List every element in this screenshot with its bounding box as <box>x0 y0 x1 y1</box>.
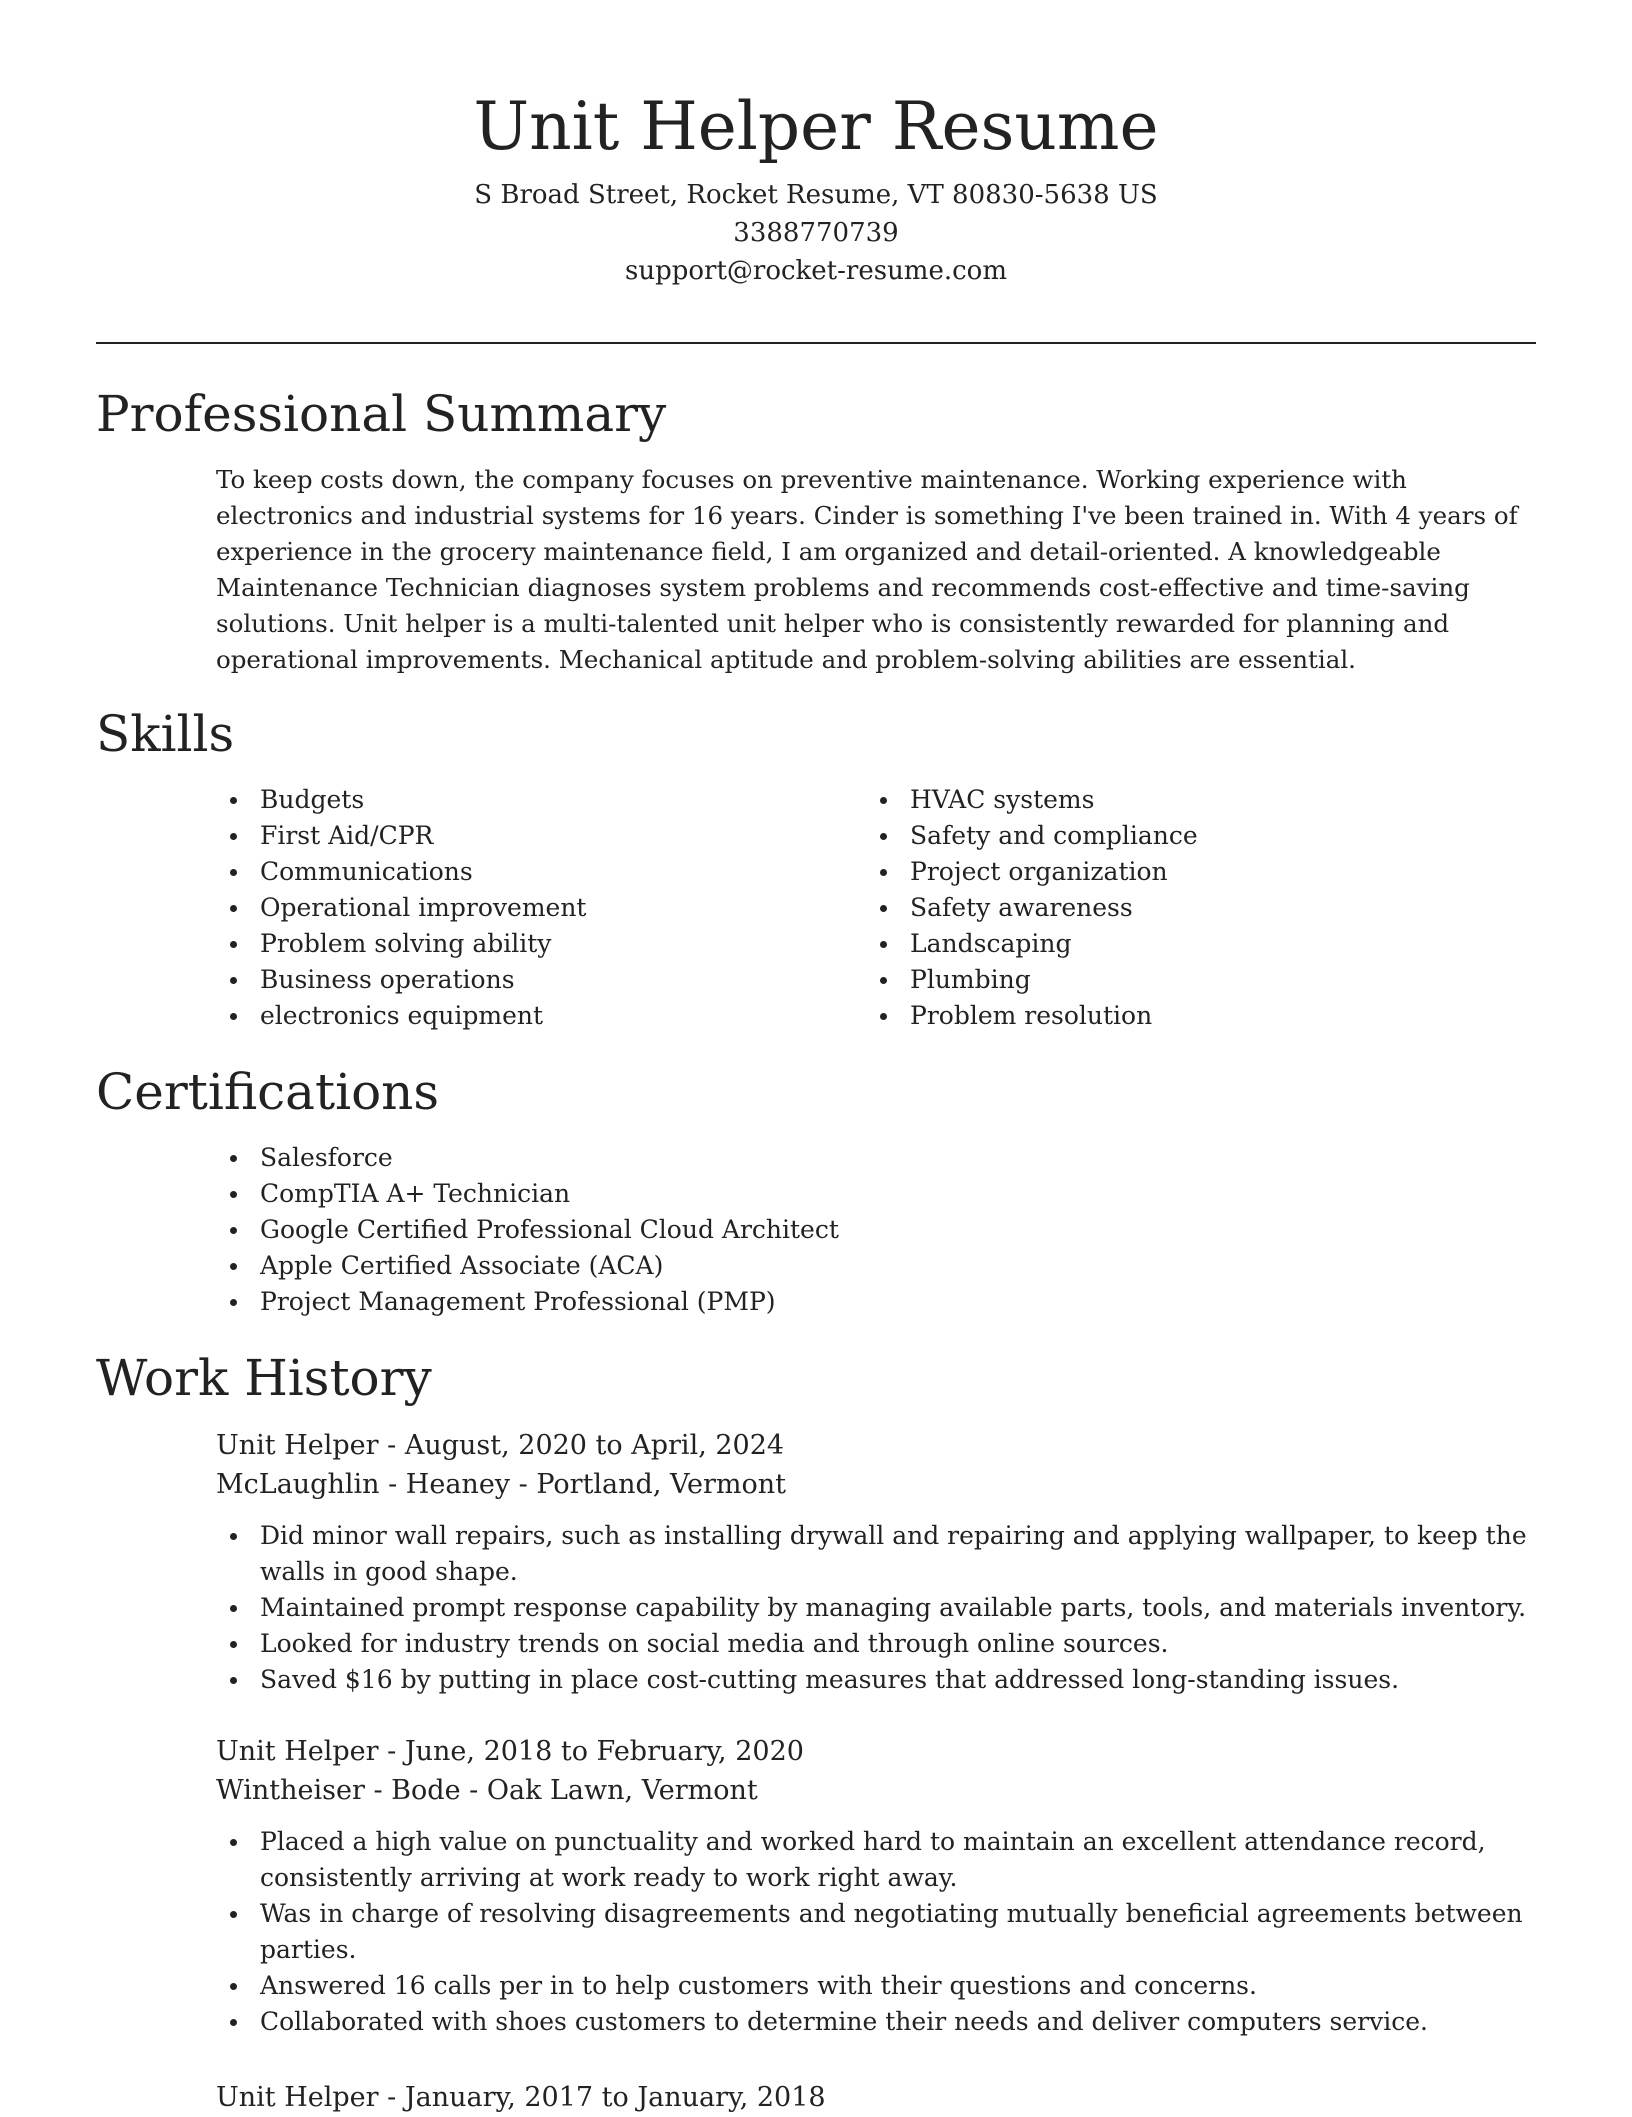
skill-item: First Aid/CPR <box>216 818 836 854</box>
skill-item: Problem resolution <box>866 998 1506 1034</box>
contact-phone: 3388770739 <box>733 218 899 248</box>
summary-heading: Professional Summary <box>96 385 667 443</box>
skill-item: electronics equipment <box>216 998 836 1034</box>
skill-item: Budgets <box>216 782 836 818</box>
skills-list-left <box>216 782 836 1034</box>
certifications-heading: Certifications <box>96 1063 440 1121</box>
certification-item: CompTIA A+ Technician <box>216 1176 1516 1212</box>
job-entry <box>216 2078 1536 2117</box>
contact-email: support@rocket-resume.com <box>624 256 1007 286</box>
job-company-location: McLaughlin - Heaney - Portland, Vermont <box>216 1469 786 1500</box>
job-role-dates: Unit Helper - August, 2020 to April, 2024 <box>216 1430 785 1461</box>
skill-item: Communications <box>216 854 836 890</box>
certification-item: Apple Certified Associate (ACA) <box>216 1248 1516 1284</box>
work-history-heading: Work History <box>96 1349 432 1407</box>
job-bullet: Did minor wall repairs, such as installing drywall and repairing and applying wallpaper, to keep the walls in good shape. <box>216 1518 1536 1590</box>
certification-item: Google Certified Professional Cloud Architect <box>216 1212 1516 1248</box>
job-company-location: Wintheiser - Bode - Oak Lawn, Vermont <box>216 1775 758 1806</box>
job-bullets <box>216 1518 1536 1698</box>
skill-item: HVAC systems <box>866 782 1506 818</box>
skills-heading: Skills <box>96 705 235 763</box>
job-bullet: Looked for industry trends on social media and through online sources. <box>216 1626 1536 1662</box>
skill-item: Landscaping <box>866 926 1506 962</box>
job-bullet: Collaborated with shoes customers to determine their needs and deliver computers service. <box>216 2004 1536 2040</box>
skill-item: Problem solving ability <box>216 926 836 962</box>
certification-item: Project Management Professional (PMP) <box>216 1284 1516 1320</box>
skill-item: Business operations <box>216 962 836 998</box>
resume-name: Unit Helper Resume <box>473 88 1159 165</box>
certification-item: Salesforce <box>216 1140 1516 1176</box>
job-role-dates: Unit Helper - June, 2018 to February, 2020 <box>216 1736 804 1767</box>
summary-text: To keep costs down, the company focuses on preventive maintenance. Working experience with electronics and industrial systems for 16 years. Cinder is something I've been trained in. With 4 years of experience in the grocery maintenance field, I am organized and detail-oriented. A knowledgeable Maintenance Technician diagnoses system problems and recommends cost-effective and time-saving solutions. Unit helper is a multi-talented unit helper who is consistently rewarded for planning and operational improvements. Mechanical aptitude and problem-solving abilities are essential. <box>216 465 1518 674</box>
header-divider <box>96 342 1536 344</box>
skill-item: Operational improvement <box>216 890 836 926</box>
contact-address: S Broad Street, Rocket Resume, VT 80830-5638 US <box>474 180 1158 210</box>
job-bullet: Answered 16 calls per in to help customers with their questions and concerns. <box>216 1968 1536 2004</box>
job-role-dates: Unit Helper - January, 2017 to January, 2018 <box>216 2082 826 2113</box>
job-bullet: Placed a high value on punctuality and worked hard to maintain an excellent attendance record, consistently arriving at work ready to work right away. <box>216 1824 1536 1896</box>
certifications-list <box>216 1140 1516 1320</box>
skill-item: Safety and compliance <box>866 818 1506 854</box>
skill-item: Plumbing <box>866 962 1506 998</box>
resume-header <box>96 80 1536 290</box>
skills-list-right <box>866 782 1506 1034</box>
job-entry <box>216 1732 1536 2040</box>
job-bullet: Maintained prompt response capability by managing available parts, tools, and materials inventory. <box>216 1590 1536 1626</box>
job-bullet: Saved $16 by putting in place cost-cutting measures that addressed long-standing issues. <box>216 1662 1536 1698</box>
skill-item: Project organization <box>866 854 1506 890</box>
job-bullet: Was in charge of resolving disagreements and negotiating mutually beneficial agreements between parties. <box>216 1896 1536 1968</box>
job-bullets <box>216 1824 1536 2040</box>
skill-item: Safety awareness <box>866 890 1506 926</box>
job-entry <box>216 1426 1536 1698</box>
